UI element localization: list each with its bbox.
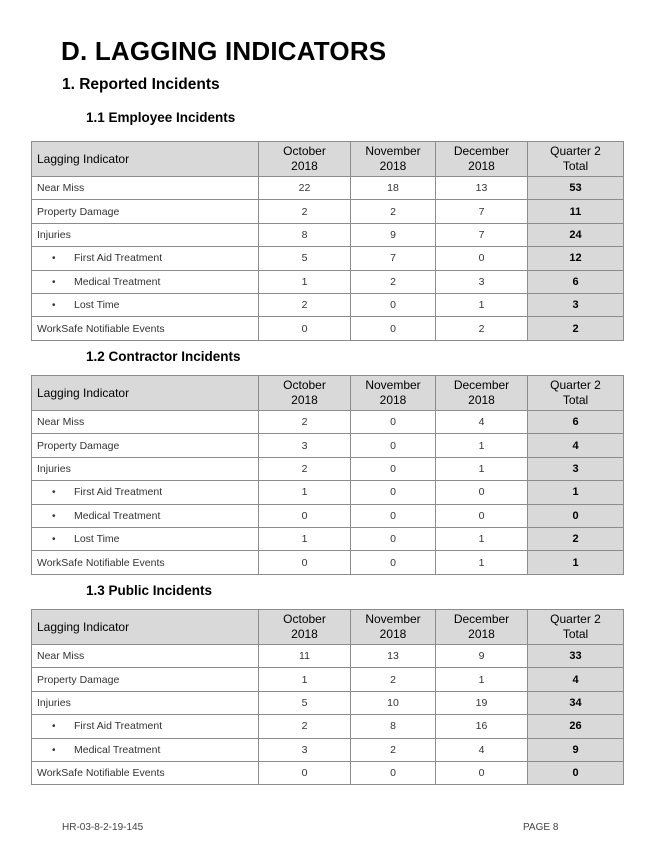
table-row <box>32 645 624 668</box>
cell-october: 22 <box>259 177 351 200</box>
cell-december: 0 <box>436 761 528 784</box>
table-row <box>32 481 624 504</box>
cell-total: 1 <box>528 481 624 504</box>
table-row <box>32 738 624 761</box>
header-indicator: Lagging Indicator <box>32 142 259 177</box>
header-quarter-total: Quarter 2 Total <box>528 376 624 411</box>
cell-october: 0 <box>259 317 351 340</box>
table-header-row <box>32 610 624 645</box>
cell-october: 5 <box>259 247 351 270</box>
public-incidents-table <box>31 609 624 785</box>
header-december: December 2018 <box>436 610 528 645</box>
row-label: • Medical Treatment <box>32 270 259 293</box>
header-november: November 2018 <box>351 142 436 177</box>
cell-total: 6 <box>528 270 624 293</box>
header-december: December 2018 <box>436 376 528 411</box>
cell-december: 19 <box>436 691 528 714</box>
cell-october: 3 <box>259 738 351 761</box>
bullet-icon: • <box>52 534 56 546</box>
cell-total: 2 <box>528 317 624 340</box>
row-label: Near Miss <box>32 177 259 200</box>
row-label: Property Damage <box>32 434 259 457</box>
row-label: • First Aid Treatment <box>32 481 259 504</box>
cell-total: 34 <box>528 691 624 714</box>
cell-total: 26 <box>528 715 624 738</box>
page-number: PAGE 8 <box>523 822 559 833</box>
cell-december: 4 <box>436 738 528 761</box>
table-row <box>32 668 624 691</box>
cell-november: 2 <box>351 738 436 761</box>
table-row <box>32 411 624 434</box>
header-quarter-total: Quarter 2 Total <box>528 142 624 177</box>
cell-november: 9 <box>351 223 436 246</box>
cell-november: 2 <box>351 200 436 223</box>
employee-incidents-title: 1.1 Employee Incidents <box>86 110 236 125</box>
cell-october: 5 <box>259 691 351 714</box>
header-indicator: Lagging Indicator <box>32 376 259 411</box>
employee-incidents-table <box>31 141 624 341</box>
cell-december: 2 <box>436 317 528 340</box>
cell-november: 8 <box>351 715 436 738</box>
cell-december: 0 <box>436 504 528 527</box>
cell-november: 0 <box>351 527 436 550</box>
cell-november: 0 <box>351 411 436 434</box>
section-heading: 1. Reported Incidents <box>62 76 220 93</box>
row-label: Injuries <box>32 223 259 246</box>
cell-december: 1 <box>436 668 528 691</box>
cell-november: 0 <box>351 457 436 480</box>
cell-october: 8 <box>259 223 351 246</box>
cell-total: 2 <box>528 527 624 550</box>
cell-october: 2 <box>259 715 351 738</box>
row-label: • Lost Time <box>32 293 259 316</box>
cell-october: 3 <box>259 434 351 457</box>
cell-october: 2 <box>259 411 351 434</box>
cell-october: 0 <box>259 504 351 527</box>
cell-october: 2 <box>259 457 351 480</box>
cell-total: 4 <box>528 668 624 691</box>
table-row <box>32 223 624 246</box>
table-row <box>32 293 624 316</box>
public-incidents-title: 1.3 Public Incidents <box>86 583 213 598</box>
cell-total: 1 <box>528 551 624 574</box>
cell-october: 1 <box>259 527 351 550</box>
table-row <box>32 177 624 200</box>
cell-november: 13 <box>351 645 436 668</box>
header-october: October 2018 <box>259 376 351 411</box>
cell-october: 0 <box>259 761 351 784</box>
cell-december: 1 <box>436 527 528 550</box>
table-row <box>32 527 624 550</box>
header-november: November 2018 <box>351 376 436 411</box>
cell-total: 4 <box>528 434 624 457</box>
cell-october: 2 <box>259 293 351 316</box>
row-label: WorkSafe Notifiable Events <box>32 761 259 784</box>
header-october: October 2018 <box>259 142 351 177</box>
cell-total: 33 <box>528 645 624 668</box>
cell-december: 3 <box>436 270 528 293</box>
bullet-icon: • <box>52 721 56 733</box>
cell-november: 10 <box>351 691 436 714</box>
row-label: Injuries <box>32 691 259 714</box>
cell-october: 2 <box>259 200 351 223</box>
cell-total: 12 <box>528 247 624 270</box>
table-row <box>32 270 624 293</box>
cell-total: 3 <box>528 457 624 480</box>
table-row <box>32 504 624 527</box>
cell-december: 9 <box>436 645 528 668</box>
cell-november: 0 <box>351 317 436 340</box>
header-indicator: Lagging Indicator <box>32 610 259 645</box>
bullet-icon: • <box>52 744 56 756</box>
cell-october: 1 <box>259 481 351 504</box>
table-row <box>32 715 624 738</box>
page-heading: D. LAGGING INDICATORS <box>61 36 387 66</box>
cell-total: 11 <box>528 200 624 223</box>
row-label: • First Aid Treatment <box>32 715 259 738</box>
row-label: • Medical Treatment <box>32 738 259 761</box>
cell-november: 0 <box>351 504 436 527</box>
cell-total: 53 <box>528 177 624 200</box>
cell-december: 0 <box>436 247 528 270</box>
bullet-icon: • <box>52 253 56 265</box>
cell-november: 0 <box>351 481 436 504</box>
cell-december: 7 <box>436 200 528 223</box>
row-label: • Medical Treatment <box>32 504 259 527</box>
cell-december: 16 <box>436 715 528 738</box>
cell-november: 7 <box>351 247 436 270</box>
table-row <box>32 200 624 223</box>
cell-total: 9 <box>528 738 624 761</box>
cell-november: 0 <box>351 293 436 316</box>
bullet-icon: • <box>52 510 56 522</box>
cell-december: 0 <box>436 481 528 504</box>
row-label: WorkSafe Notifiable Events <box>32 317 259 340</box>
table-row <box>32 317 624 340</box>
cell-december: 4 <box>436 411 528 434</box>
table-row <box>32 761 624 784</box>
header-quarter-total: Quarter 2 Total <box>528 610 624 645</box>
cell-november: 2 <box>351 270 436 293</box>
cell-october: 1 <box>259 668 351 691</box>
cell-december: 1 <box>436 551 528 574</box>
row-label: WorkSafe Notifiable Events <box>32 551 259 574</box>
row-label: Property Damage <box>32 200 259 223</box>
row-label: Injuries <box>32 457 259 480</box>
contractor-incidents-title: 1.2 Contractor Incidents <box>86 349 241 364</box>
table-row <box>32 691 624 714</box>
row-label: Near Miss <box>32 645 259 668</box>
cell-total: 3 <box>528 293 624 316</box>
cell-december: 1 <box>436 434 528 457</box>
document-reference: HR-03-8-2-19-145 <box>62 822 144 833</box>
cell-november: 0 <box>351 551 436 574</box>
row-label: Near Miss <box>32 411 259 434</box>
bullet-icon: • <box>52 300 56 312</box>
bullet-icon: • <box>52 276 56 288</box>
cell-october: 1 <box>259 270 351 293</box>
bullet-icon: • <box>52 487 56 499</box>
row-label: • First Aid Treatment <box>32 247 259 270</box>
cell-total: 0 <box>528 761 624 784</box>
cell-december: 13 <box>436 177 528 200</box>
cell-october: 11 <box>259 645 351 668</box>
cell-total: 0 <box>528 504 624 527</box>
table-row <box>32 434 624 457</box>
cell-december: 1 <box>436 457 528 480</box>
cell-october: 0 <box>259 551 351 574</box>
header-november: November 2018 <box>351 610 436 645</box>
row-label: Property Damage <box>32 668 259 691</box>
cell-total: 6 <box>528 411 624 434</box>
cell-november: 0 <box>351 434 436 457</box>
header-october: October 2018 <box>259 610 351 645</box>
cell-december: 7 <box>436 223 528 246</box>
table-header-row <box>32 376 624 411</box>
cell-november: 18 <box>351 177 436 200</box>
cell-november: 0 <box>351 761 436 784</box>
table-row <box>32 247 624 270</box>
table-row <box>32 551 624 574</box>
table-row <box>32 457 624 480</box>
cell-total: 24 <box>528 223 624 246</box>
cell-december: 1 <box>436 293 528 316</box>
header-december: December 2018 <box>436 142 528 177</box>
row-label: • Lost Time <box>32 527 259 550</box>
table-header-row <box>32 142 624 177</box>
contractor-incidents-table <box>31 375 624 575</box>
cell-november: 2 <box>351 668 436 691</box>
